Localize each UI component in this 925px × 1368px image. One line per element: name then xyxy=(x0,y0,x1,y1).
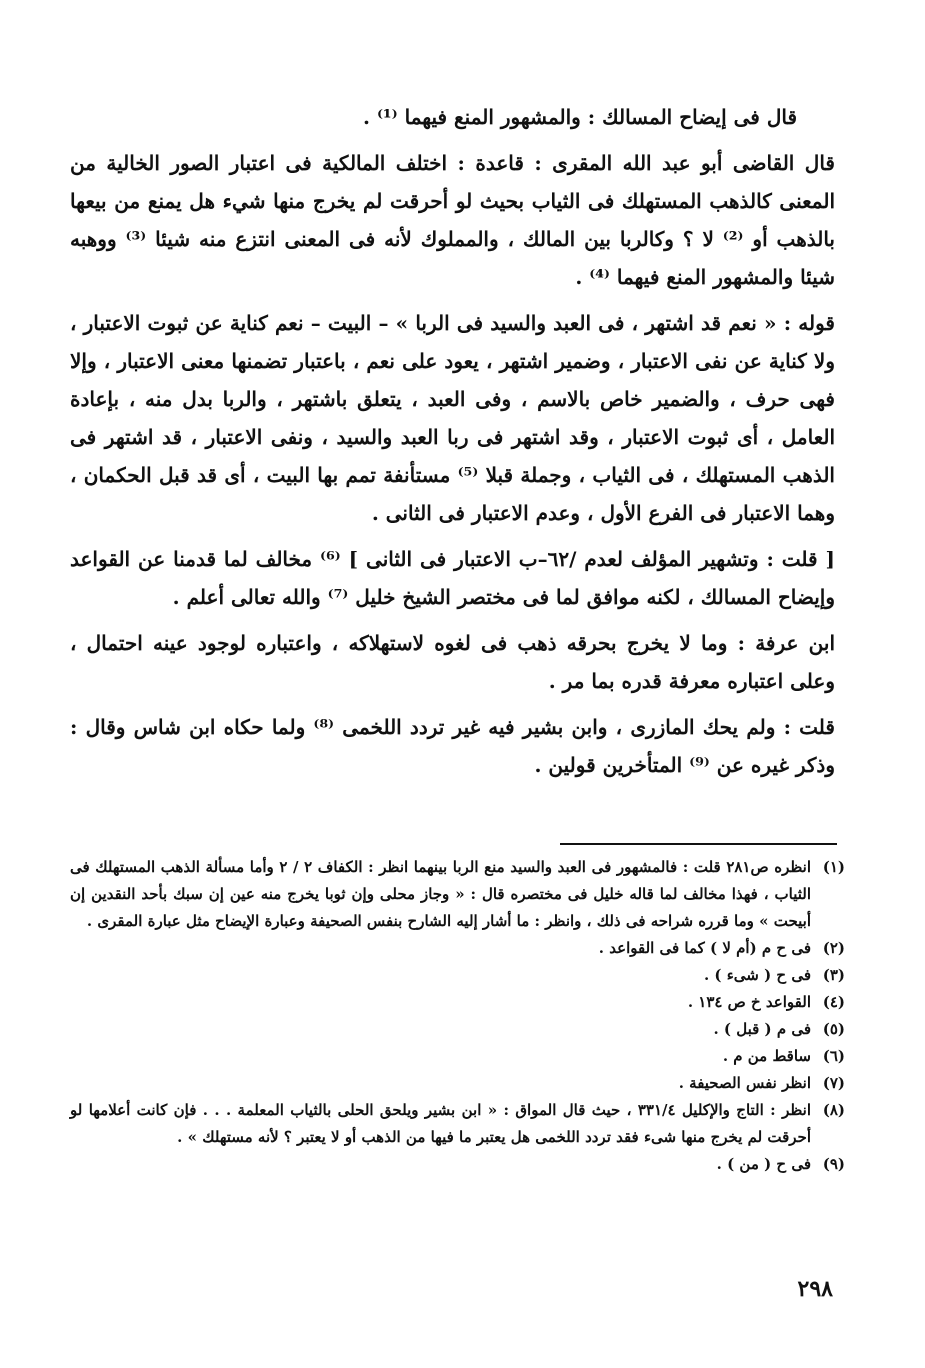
paragraph: قوله : « نعم قد اشتهر ، فى العبد والسيد فى الربا » – البيت – نعم كناية عن ثبوت الاعتبار ، ولا كناية عن نفى الاعتبار ، وضمير اشتهر ، يعود على نعم ، باعتبار تضمنها معنى الاعتبار ، وإلا فهى حرف ، والضمير خاص بالاسم ، وفى العبد ، يتعلق باشتهر ، والربا بدل منه ، بإعادة العامل ، أى ثبوت الاعتبار ، وقد اشتهر فى ربا العبد والسيد ، ونفى الاعتبار ، قد اشتهر فى الذهب المستهلك ، فى الثياب ، وجملة قبلا ⁽⁵⁾ مستأنفة تمم بها البيت ، أى قد قبل الحكمان ، وهما الاعتبار فى الفرع الأول ، وعدم الاعتبار فى الثانى . xyxy=(70,311,835,525)
paragraph: ابن عرفة : وما لا يخرج بحرقه ذهب فى لغوه لاستهلاكه ، واعتباره لوجود عينه احتمال ، وعلى اعتباره معرفة قدره بما مر . xyxy=(70,631,835,693)
footnote-number: (٣) xyxy=(822,966,845,984)
footnote-text: فى م ( قبل ) . xyxy=(713,1020,811,1038)
footnote xyxy=(70,989,845,1016)
footnote-text: ساقط من م . xyxy=(722,1047,811,1065)
footnote-text: القواعد خ ص ١٣٤ . xyxy=(687,993,811,1011)
main-text xyxy=(70,98,835,792)
footnote xyxy=(70,854,845,935)
paragraph: قلت : ولم يحك المازرى ، وابن بشير فيه غير تردد اللخمى ⁽⁸⁾ ولما حكاه ابن شاس وقال : وذكر غيره عن ⁽⁹⁾ المتأخرين قولين . xyxy=(70,715,835,777)
footnote xyxy=(70,935,845,962)
footnote xyxy=(70,1097,845,1151)
footnote-number: (٧) xyxy=(822,1074,845,1092)
footnote-number: (٩) xyxy=(822,1155,845,1173)
footnote-text: فى ح م (أم لا ) كما فى القواعد . xyxy=(598,939,811,957)
footnote xyxy=(70,1043,845,1070)
footnote-number: (٢) xyxy=(822,939,845,957)
footnote xyxy=(70,1151,845,1178)
footnote-text: انظره ص٢٨١ قلت : فالمشهور فى العبد والسيد منع الربا بينهما انظر : الكفاف ٢ / ٢ وأما مسألة الذهب المستهلك فى الثياب ، فهذا مخالف لما قاله خليل فى مختصره قال : « وجاز محلى وإن ثوبا يخرج منه عين إن سبك بأحد النقدين إن أبيحت » وما قرره شراحه فى ذلك ، وانظر : ما أشار إليه الشارح بنفس الصحيفة وعبارة الإيضاح مثل عبارة المقرى . xyxy=(70,858,811,930)
footnote-number: (٦) xyxy=(822,1047,845,1065)
footnote-text: انظر : التاج والإكليل ٣٣١/٤ ، حيث قال المواق : « ابن بشير ويلحق الحلى بالثياب المعلمة . . . فإن كانت أعلامها لو أحرقت لم يخرج منها شىء فقد تردد اللخمى هل يعتبر ما فيها من الذهب أو لا يعتبر ؟ لأنه مستهلك » . xyxy=(70,1101,811,1146)
footnote-separator xyxy=(560,843,837,845)
footnote xyxy=(70,1016,845,1043)
footnote-text: فى ح ( من ) . xyxy=(716,1155,811,1173)
footnote-text: انظر نفس الصحيفة . xyxy=(678,1074,811,1092)
footnotes xyxy=(70,854,845,1178)
footnote-text: فى ح ( شىء ) . xyxy=(703,966,811,984)
footnote xyxy=(70,1070,845,1097)
paragraph: [ قلت : وتشهير المؤلف لعدم /٦٢–ب الاعتبار فى الثانى ] ⁽⁶⁾ مخالف لما قدمنا عن القواعد وإيضاح المسالك ، لكنه موافق لما فى مختصر الشيخ خليل ⁽⁷⁾ والله تعالى أعلم . xyxy=(70,547,835,609)
footnote-number: (٤) xyxy=(822,993,845,1011)
footnote xyxy=(70,962,845,989)
page-number: ٢٩٨ xyxy=(797,1276,833,1302)
footnote-number: (١) xyxy=(822,858,845,876)
paragraph: قال القاضى أبو عبد الله المقرى : قاعدة : اختلف المالكية فى اعتبار الصور الخالية من المعنى كالذهب المستهلك فى الثياب بحيث لو أحرقت لم يخرج منها شيء هل يمنع من بيعها بالذهب أو ⁽²⁾ لا ؟ وكالربا بين المالك ، والمملوك لأنه فى المعنى انتزع منه شيئا ⁽³⁾ ووهبه شيئا والمشهور المنع فيهما ⁽⁴⁾ . xyxy=(70,151,835,289)
footnote-number: (٨) xyxy=(822,1101,845,1119)
paragraph: قال فى إيضاح المسالك : والمشهور المنع فيهما ⁽¹⁾ . xyxy=(363,105,797,129)
footnote-number: (٥) xyxy=(822,1020,845,1038)
